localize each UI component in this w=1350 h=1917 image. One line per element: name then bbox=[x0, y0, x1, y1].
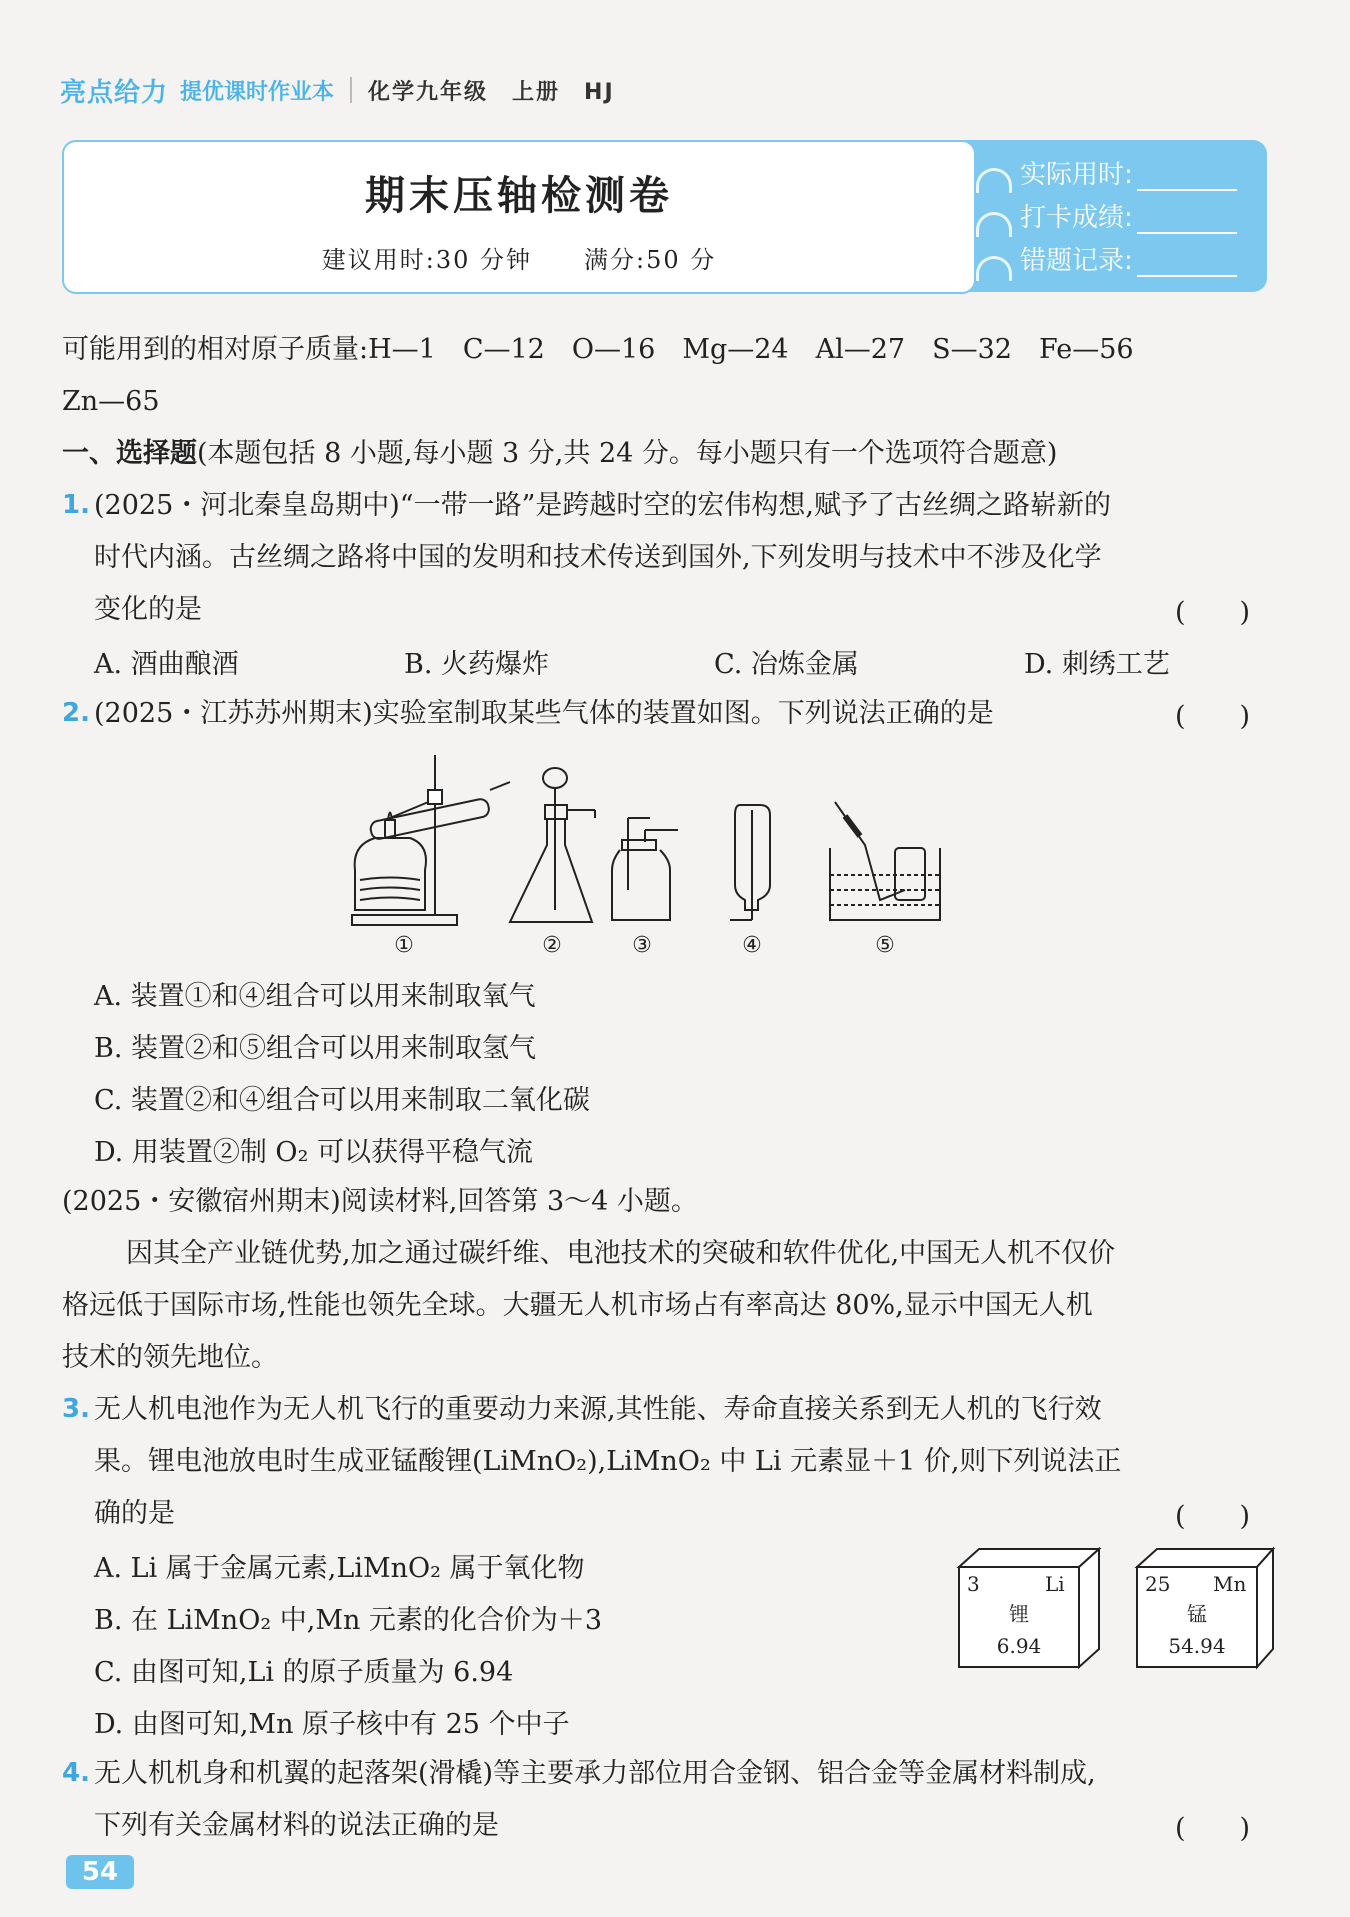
element-symbol: Li bbox=[1045, 1572, 1065, 1596]
element-name: 锂 bbox=[1009, 1602, 1029, 1626]
apparatus-label: ① bbox=[394, 933, 414, 958]
page-number: 54 bbox=[66, 1855, 134, 1889]
apparatus-label: ③ bbox=[632, 933, 652, 958]
apparatus-5-water-trough bbox=[830, 802, 940, 920]
section-heading: 一、选择题(本题包括 8 小题,每小题 3 分,共 24 分。每小题只有一个选项符合题意) bbox=[62, 438, 1058, 469]
record-mistakes: 错题记录: bbox=[1020, 240, 1237, 277]
option-a[interactable]: A. Li 属于金属元素,LiMnO₂ 属于氧化物 bbox=[94, 1553, 585, 1584]
material-intro: (2025・安徽宿州期末)阅读材料,回答第 3～4 小题。 bbox=[62, 1186, 698, 1217]
question-number: 2. bbox=[62, 698, 90, 728]
option-a[interactable]: A. 酒曲酿酒 bbox=[94, 649, 239, 680]
option-d[interactable]: D. 由图可知,Mn 原子核中有 25 个中子 bbox=[94, 1709, 570, 1740]
option-b[interactable]: B. 装置②和⑤组合可以用来制取氢气 bbox=[94, 1033, 537, 1064]
option-a[interactable]: A. 装置①和④组合可以用来制取氧气 bbox=[94, 981, 536, 1012]
apparatus-label: ⑤ bbox=[875, 933, 895, 958]
title-panel bbox=[62, 140, 976, 294]
question-text: 下列有关金属材料的说法正确的是 bbox=[94, 1810, 499, 1841]
brand-logo: 亮点给力 bbox=[60, 77, 169, 108]
answer-blank[interactable]: ( ) bbox=[1175, 597, 1251, 628]
answer-blank[interactable]: ( ) bbox=[1175, 701, 1251, 732]
question-text: 变化的是 bbox=[94, 594, 202, 625]
element-number: 25 bbox=[1145, 1572, 1171, 1596]
exam-banner bbox=[62, 140, 1267, 292]
apparatus-4-inverted-bottle bbox=[730, 805, 770, 920]
apparatus-3-bottle bbox=[612, 818, 678, 920]
option-d[interactable]: D. 用装置②制 O₂ 可以获得平稳气流 bbox=[94, 1137, 533, 1168]
question-text: (2025・河北秦皇岛期中)“一带一路”是跨越时空的宏伟构想,赋予了古丝绸之路崭新的 bbox=[94, 490, 1111, 521]
question-text: 果。锂电池放电时生成亚锰酸锂(LiMnO₂),LiMnO₂ 中 Li 元素显＋1 价,则下列说法正 bbox=[94, 1446, 1122, 1477]
question-number: 3. bbox=[62, 1394, 90, 1424]
page-title: 期末压轴检测卷 bbox=[365, 173, 673, 219]
question-text: 时代内涵。古丝绸之路将中国的发明和技术传送到国外,下列发明与技术中不涉及化学 bbox=[94, 542, 1102, 573]
apparatus-2-flask bbox=[510, 768, 595, 922]
hook-icon bbox=[976, 256, 1012, 281]
question-text: (2025・江苏苏州期末)实验室制取某些气体的装置如图。下列说法正确的是 bbox=[94, 698, 994, 729]
header-divider bbox=[350, 77, 352, 103]
record-actual-time: 实际用时: bbox=[1020, 154, 1237, 191]
option-b[interactable]: B. 火药爆炸 bbox=[404, 649, 550, 680]
material-text: 技术的领先地位。 bbox=[62, 1342, 278, 1373]
record-panel bbox=[962, 140, 1267, 292]
atomic-mass-line: 可能用到的相对原子质量:H—1 C—12 O—16 Mg—24 Al—27 S—32 Fe—56 bbox=[62, 334, 1134, 365]
option-c[interactable]: C. 由图可知,Li 的原子质量为 6.94 bbox=[94, 1657, 514, 1688]
answer-blank[interactable]: ( ) bbox=[1175, 1813, 1251, 1844]
element-number: 3 bbox=[967, 1572, 980, 1596]
element-name: 锰 bbox=[1187, 1602, 1207, 1626]
element-mass: 6.94 bbox=[996, 1634, 1042, 1658]
question-number: 4. bbox=[62, 1758, 90, 1788]
material-text: 格远低于国际市场,性能也领先全球。大疆无人机市场占有率高达 80%,显示中国无人机 bbox=[62, 1290, 1093, 1321]
hook-icon bbox=[976, 168, 1012, 193]
apparatus-label: ② bbox=[542, 933, 562, 958]
option-b[interactable]: B. 在 LiMnO₂ 中,Mn 元素的化合价为＋3 bbox=[94, 1605, 603, 1636]
question-text: 无人机机身和机翼的起落架(滑橇)等主要承力部位用合金钢、铝合金等金属材料制成, bbox=[94, 1758, 1096, 1789]
option-c[interactable]: C. 装置②和④组合可以用来制取二氧化碳 bbox=[94, 1085, 590, 1116]
exam-subtitle: 建议用时:30 分钟 满分:50 分 bbox=[321, 246, 717, 274]
apparatus-1-heating bbox=[352, 755, 510, 925]
page-header bbox=[60, 70, 615, 110]
question-text: 确的是 bbox=[94, 1498, 175, 1529]
series-name: 提优课时作业本 bbox=[180, 79, 335, 105]
element-symbol: Mn bbox=[1213, 1572, 1247, 1596]
question-number: 1. bbox=[62, 490, 90, 520]
question-text: 无人机电池作为无人机飞行的重要动力来源,其性能、寿命直接关系到无人机的飞行效 bbox=[94, 1394, 1102, 1425]
option-d[interactable]: D. 刺绣工艺 bbox=[1024, 649, 1170, 680]
atomic-mass-line: Zn—65 bbox=[62, 386, 160, 417]
apparatus-label: ④ bbox=[742, 933, 762, 958]
answer-blank[interactable]: ( ) bbox=[1175, 1501, 1251, 1532]
lab-apparatus-figure bbox=[330, 750, 1030, 960]
hook-icon bbox=[976, 212, 1012, 237]
element-tiles-figure bbox=[955, 1545, 1275, 1675]
option-c[interactable]: C. 冶炼金属 bbox=[714, 649, 859, 680]
record-score: 打卡成绩: bbox=[1020, 197, 1237, 234]
material-text: 因其全产业链优势,加之通过碳纤维、电池技术的突破和软件优化,中国无人机不仅价 bbox=[126, 1238, 1116, 1269]
subject-label: 化学九年级 上册 HJ bbox=[368, 79, 615, 105]
element-mass: 54.94 bbox=[1168, 1634, 1226, 1658]
